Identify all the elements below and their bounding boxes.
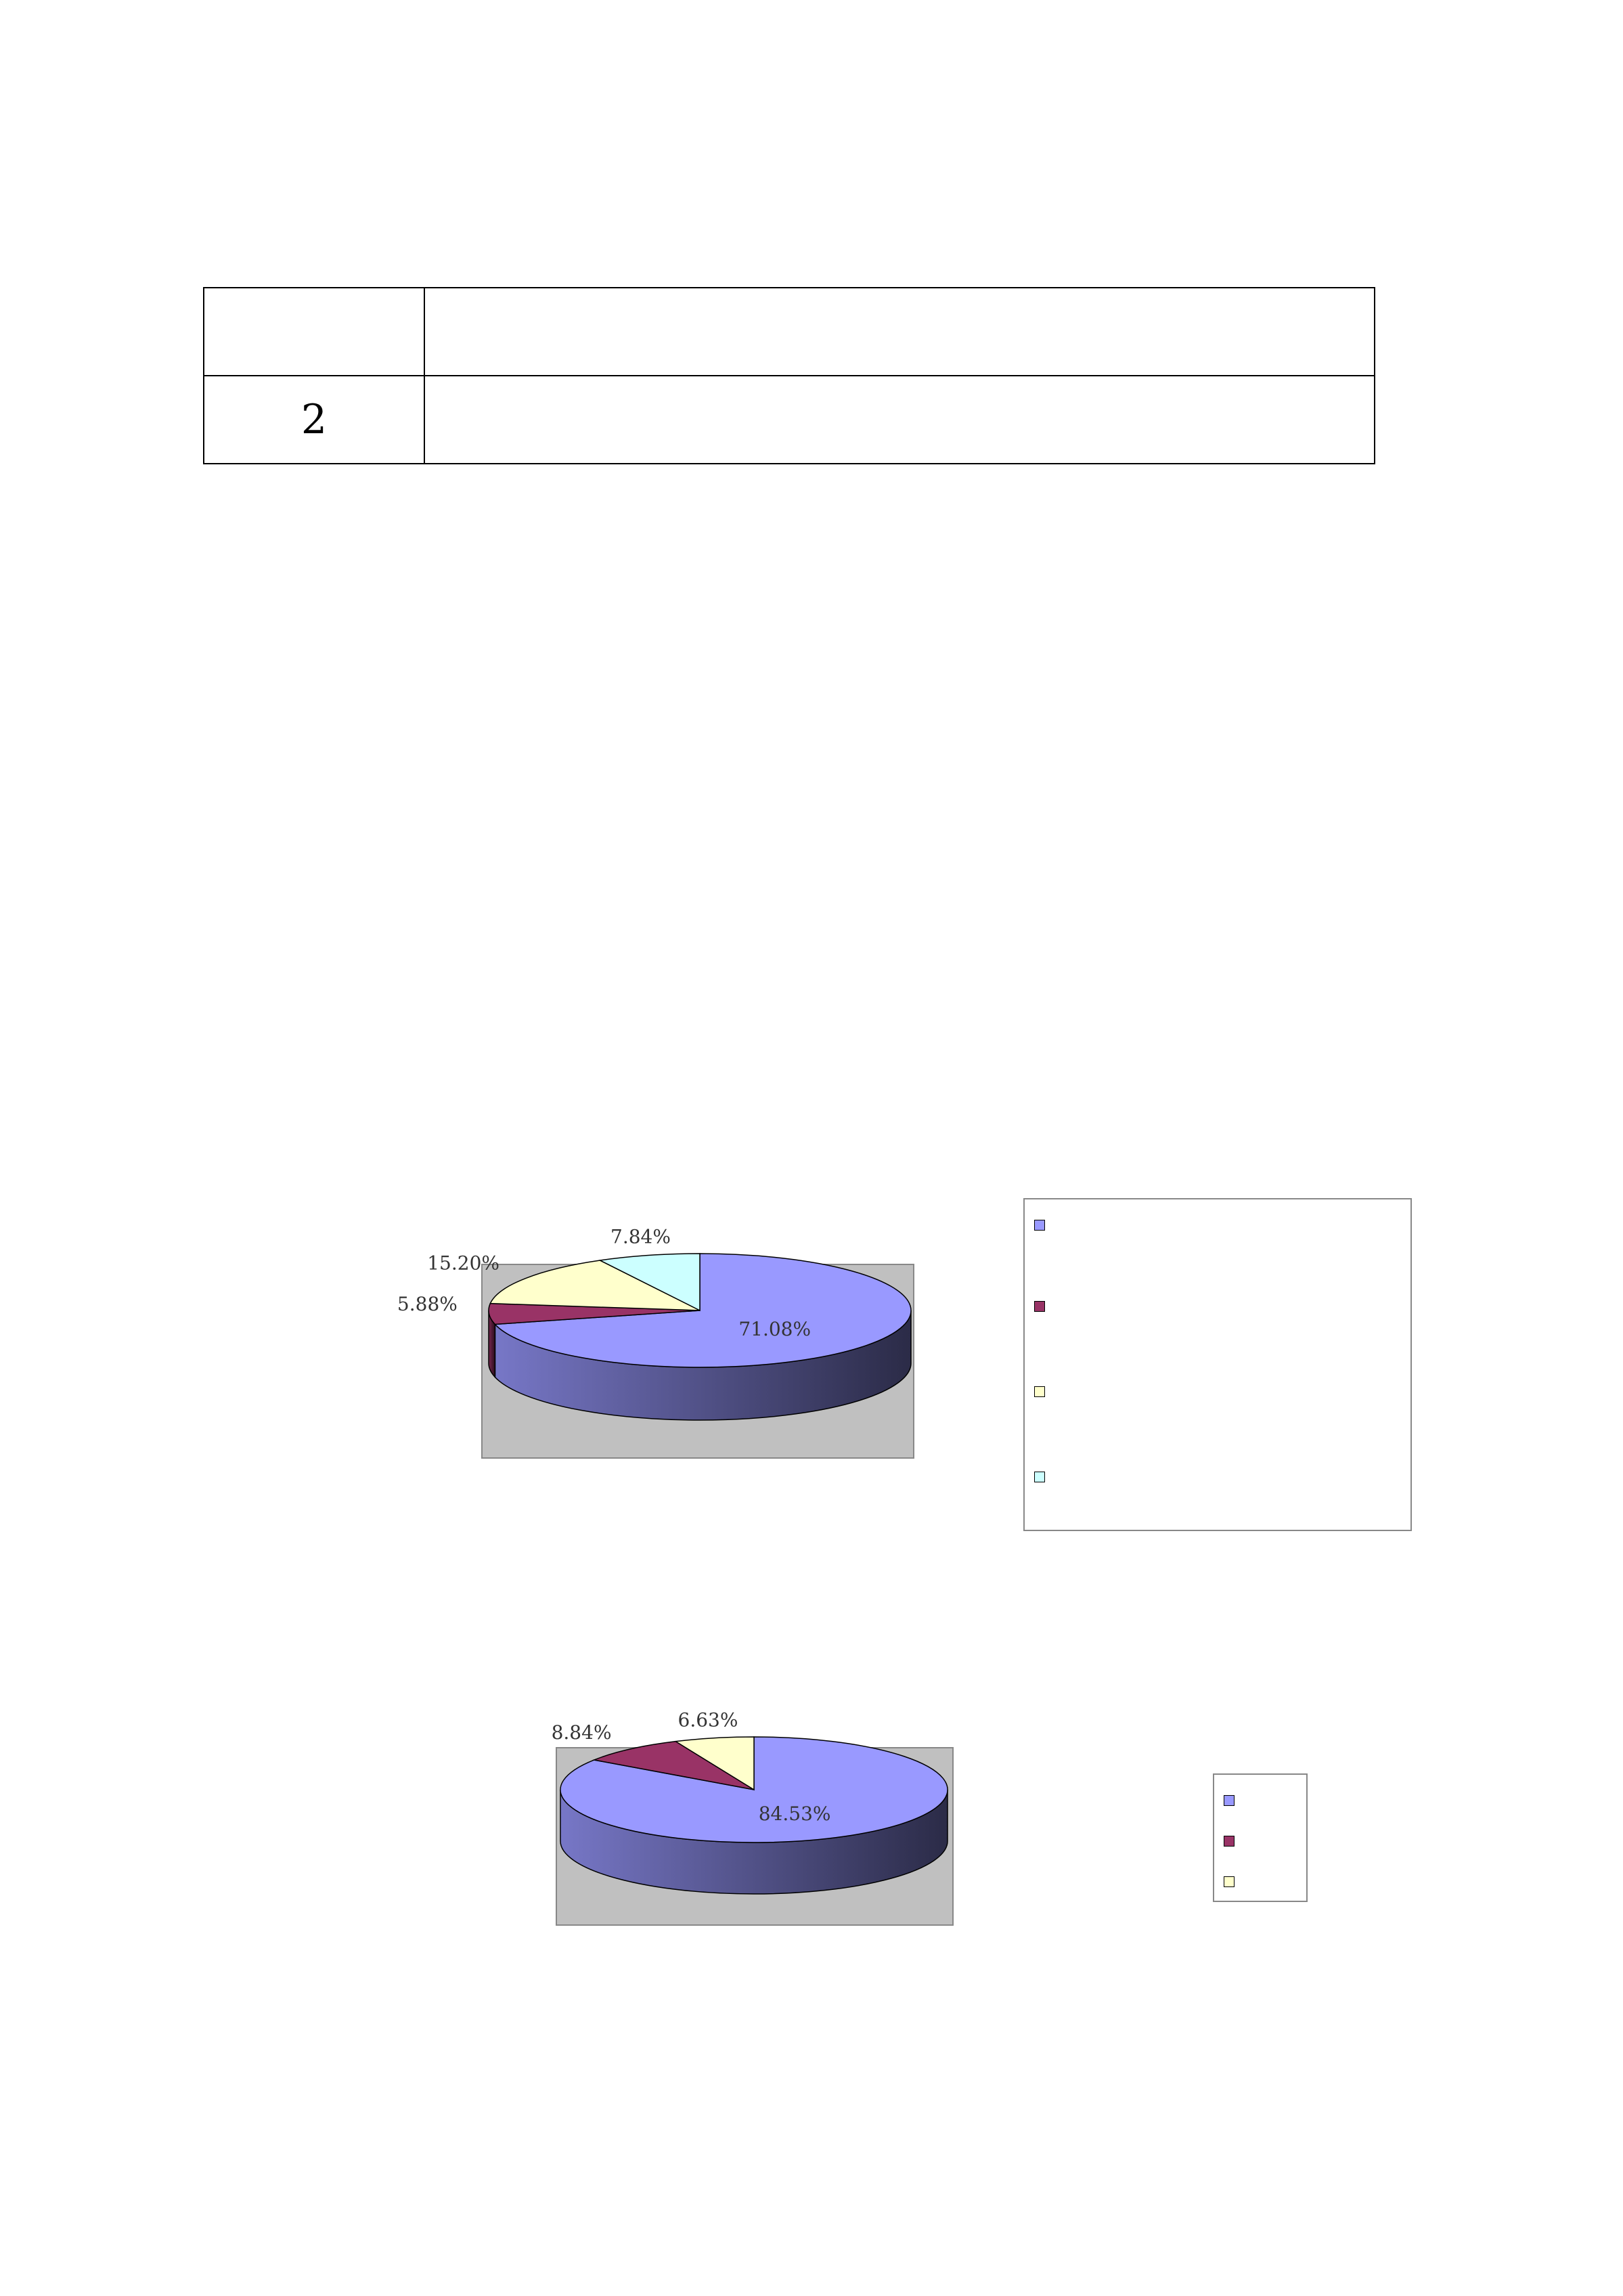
legend-item [1034, 1212, 1404, 1231]
legend-item [1034, 1293, 1404, 1312]
legend-swatch [1034, 1220, 1045, 1231]
legend-item [1034, 1378, 1404, 1397]
legend-swatch [1224, 1876, 1235, 1887]
pie-data-label: 8.84% [551, 1721, 612, 1744]
table-cell-number: 2 [204, 376, 424, 464]
table-cell-number [204, 288, 424, 376]
legend-item [1224, 1828, 1299, 1847]
legend-item [1224, 1787, 1299, 1806]
table-cell-text [424, 376, 1375, 464]
chart-legend [1213, 1773, 1308, 1902]
pie-data-label: 7.84% [610, 1225, 671, 1248]
pie-data-label: 5.88% [397, 1292, 458, 1315]
table-row [204, 376, 1375, 464]
legend-swatch [1034, 1301, 1045, 1312]
pie-data-label: 15.20% [427, 1252, 500, 1275]
legend-swatch [1224, 1836, 1235, 1847]
legend-swatch [1034, 1386, 1045, 1397]
pie-data-label: 84.53% [758, 1803, 831, 1826]
legend-item [1224, 1868, 1299, 1887]
chart-legend [1023, 1198, 1412, 1531]
unit-table [203, 287, 1375, 464]
pie-chart-actual-staff [0, 1708, 1623, 1963]
table-cell-text [424, 288, 1375, 376]
table-row [204, 288, 1375, 376]
pie-data-label: 6.63% [677, 1708, 738, 1731]
pie-data-label: 71.08% [738, 1318, 812, 1341]
legend-swatch [1034, 1472, 1045, 1482]
legend-swatch [1224, 1795, 1235, 1806]
legend-item [1034, 1463, 1404, 1482]
